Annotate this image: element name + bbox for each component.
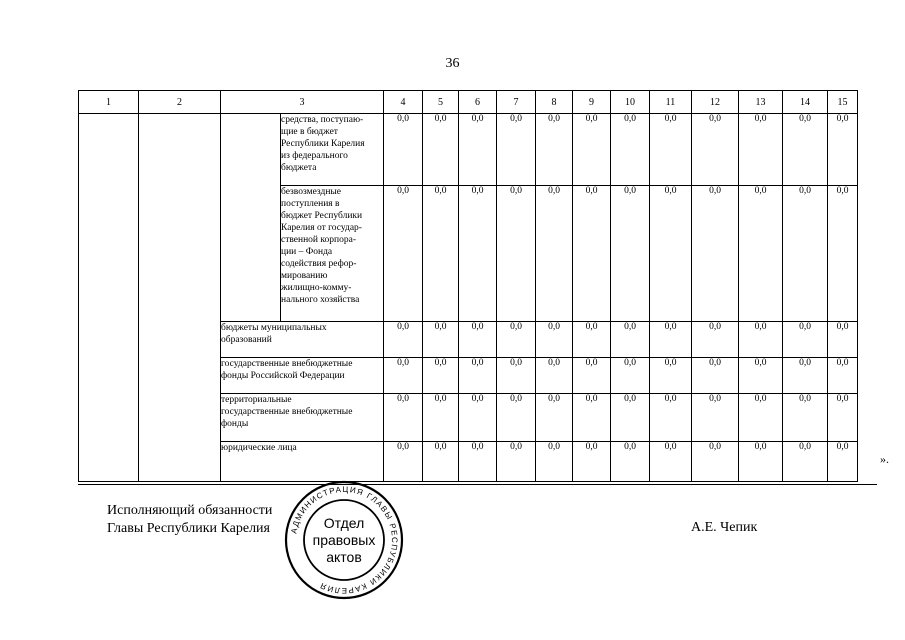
value-cell: 0,0 xyxy=(536,442,573,482)
signatory-name: А.Е. Чепик xyxy=(691,520,758,535)
value-cell: 0,0 xyxy=(497,442,536,482)
column-header: 12 xyxy=(692,91,739,114)
row-label xyxy=(221,358,384,394)
value-cell: 0,0 xyxy=(828,358,858,394)
value-cell: 0,0 xyxy=(828,114,858,186)
value-cell: 0,0 xyxy=(783,442,828,482)
row-label-line: государственные внебюджетные xyxy=(221,407,353,417)
budget-table xyxy=(78,90,858,482)
row-label-line: мированию xyxy=(281,271,328,281)
value-cell: 0,0 xyxy=(650,442,692,482)
row-label xyxy=(221,322,384,358)
row-label-line: Республики Карелия xyxy=(281,139,365,149)
value-cell: 0,0 xyxy=(459,322,497,358)
empty-cell xyxy=(79,114,139,482)
row-label-line: территориальные xyxy=(221,395,292,405)
value-cell: 0,0 xyxy=(783,114,828,186)
signatory-title-line1: Исполняющий обязанности xyxy=(107,503,273,518)
value-cell: 0,0 xyxy=(573,442,611,482)
value-cell: 0,0 xyxy=(650,114,692,186)
row-label-line: бюджет Республики xyxy=(281,211,363,221)
value-cell: 0,0 xyxy=(611,442,650,482)
row-label-line: безвозмездные xyxy=(281,187,342,197)
column-header: 5 xyxy=(423,91,459,114)
value-cell: 0,0 xyxy=(497,114,536,186)
row-label xyxy=(281,186,384,322)
value-cell: 0,0 xyxy=(497,358,536,394)
value-cell: 0,0 xyxy=(536,394,573,442)
value-cell: 0,0 xyxy=(384,322,423,358)
row-label xyxy=(281,114,384,186)
row-label-line: ственной корпора- xyxy=(281,235,356,245)
value-cell: 0,0 xyxy=(384,358,423,394)
value-cell: 0,0 xyxy=(739,186,783,322)
value-cell: 0,0 xyxy=(423,322,459,358)
value-cell: 0,0 xyxy=(650,322,692,358)
row-label-line: юридические лица xyxy=(221,443,297,453)
stamp-center-line: актов xyxy=(326,549,362,565)
value-cell: 0,0 xyxy=(423,186,459,322)
value-cell: 0,0 xyxy=(739,322,783,358)
column-header: 4 xyxy=(384,91,423,114)
value-cell: 0,0 xyxy=(692,358,739,394)
row-label-line: образований xyxy=(221,335,272,345)
column-header: 13 xyxy=(739,91,783,114)
row-label xyxy=(221,442,384,482)
value-cell: 0,0 xyxy=(459,186,497,322)
column-header: 15 xyxy=(828,91,858,114)
value-cell: 0,0 xyxy=(828,322,858,358)
row-label-line: содействия рефор- xyxy=(281,259,357,269)
value-cell: 0,0 xyxy=(497,394,536,442)
row-label-line: поступления в xyxy=(281,199,340,209)
row-label-line: государственные внебюджетные xyxy=(221,359,353,369)
value-cell: 0,0 xyxy=(692,186,739,322)
column-header: 11 xyxy=(650,91,692,114)
value-cell: 0,0 xyxy=(497,322,536,358)
column-header: 9 xyxy=(573,91,611,114)
row-label-line: ции – Фонда xyxy=(281,247,333,257)
value-cell: 0,0 xyxy=(573,114,611,186)
stamp-center-line: Отдел xyxy=(323,515,365,531)
stamp-center-line: правовых xyxy=(312,532,376,548)
value-cell: 0,0 xyxy=(611,322,650,358)
row-label-line: фонды xyxy=(221,419,249,429)
column-header: 10 xyxy=(611,91,650,114)
value-cell: 0,0 xyxy=(423,358,459,394)
row-label xyxy=(221,394,384,442)
official-stamp xyxy=(282,478,406,602)
value-cell: 0,0 xyxy=(459,358,497,394)
row-label-line: жилищно-комму- xyxy=(281,283,352,293)
page-number: 36 xyxy=(445,56,460,71)
value-cell: 0,0 xyxy=(536,114,573,186)
column-header: 6 xyxy=(459,91,497,114)
signatory-title xyxy=(107,502,272,538)
value-cell: 0,0 xyxy=(384,442,423,482)
value-cell: 0,0 xyxy=(828,442,858,482)
column-header: 2 xyxy=(139,91,221,114)
empty-cell xyxy=(221,114,281,322)
value-cell: 0,0 xyxy=(828,186,858,322)
value-cell: 0,0 xyxy=(692,442,739,482)
value-cell: 0,0 xyxy=(739,394,783,442)
value-cell: 0,0 xyxy=(536,358,573,394)
value-cell: 0,0 xyxy=(423,394,459,442)
value-cell: 0,0 xyxy=(783,358,828,394)
value-cell: 0,0 xyxy=(536,322,573,358)
value-cell: 0,0 xyxy=(536,186,573,322)
value-cell: 0,0 xyxy=(739,114,783,186)
value-cell: 0,0 xyxy=(459,114,497,186)
value-cell: 0,0 xyxy=(783,322,828,358)
table-row xyxy=(79,114,858,186)
header-row xyxy=(79,91,858,114)
row-label-line: бюджеты муниципальных xyxy=(221,323,327,333)
value-cell: 0,0 xyxy=(611,394,650,442)
stamp-ring-textpath: АДМИНИСТРАЦИЯ ГЛАВЫ РЕСПУБЛИКИ КАРЕЛИЯ xyxy=(289,484,400,596)
closing-quote: ». xyxy=(880,452,889,466)
value-cell: 0,0 xyxy=(611,186,650,322)
value-cell: 0,0 xyxy=(573,322,611,358)
value-cell: 0,0 xyxy=(739,358,783,394)
column-header: 7 xyxy=(497,91,536,114)
value-cell: 0,0 xyxy=(611,358,650,394)
footer-rule xyxy=(78,484,877,485)
value-cell: 0,0 xyxy=(739,442,783,482)
row-label-line: фонды Российской Федерации xyxy=(221,371,345,381)
row-label-line: нального хозяйства xyxy=(281,295,360,305)
empty-cell xyxy=(139,114,221,482)
row-label-line: средства, поступаю- xyxy=(281,115,364,125)
value-cell: 0,0 xyxy=(459,394,497,442)
value-cell: 0,0 xyxy=(828,394,858,442)
value-cell: 0,0 xyxy=(497,186,536,322)
column-header: 8 xyxy=(536,91,573,114)
value-cell: 0,0 xyxy=(650,358,692,394)
row-label-line: щие в бюджет xyxy=(281,127,338,137)
value-cell: 0,0 xyxy=(384,186,423,322)
value-cell: 0,0 xyxy=(650,186,692,322)
value-cell: 0,0 xyxy=(650,394,692,442)
column-header: 14 xyxy=(783,91,828,114)
value-cell: 0,0 xyxy=(611,114,650,186)
value-cell: 0,0 xyxy=(783,186,828,322)
value-cell: 0,0 xyxy=(783,394,828,442)
row-label-line: Карелия от государ- xyxy=(281,223,362,233)
row-label-line: бюджета xyxy=(281,163,317,173)
value-cell: 0,0 xyxy=(692,322,739,358)
row-label-line: из федерального xyxy=(281,151,348,161)
column-header: 1 xyxy=(79,91,139,114)
value-cell: 0,0 xyxy=(423,442,459,482)
value-cell: 0,0 xyxy=(692,114,739,186)
signatory-title-line2: Главы Республики Карелия xyxy=(107,521,270,536)
value-cell: 0,0 xyxy=(573,394,611,442)
value-cell: 0,0 xyxy=(573,358,611,394)
value-cell: 0,0 xyxy=(459,442,497,482)
value-cell: 0,0 xyxy=(384,114,423,186)
value-cell: 0,0 xyxy=(384,394,423,442)
value-cell: 0,0 xyxy=(692,394,739,442)
value-cell: 0,0 xyxy=(423,114,459,186)
column-header: 3 xyxy=(221,91,384,114)
value-cell: 0,0 xyxy=(573,186,611,322)
